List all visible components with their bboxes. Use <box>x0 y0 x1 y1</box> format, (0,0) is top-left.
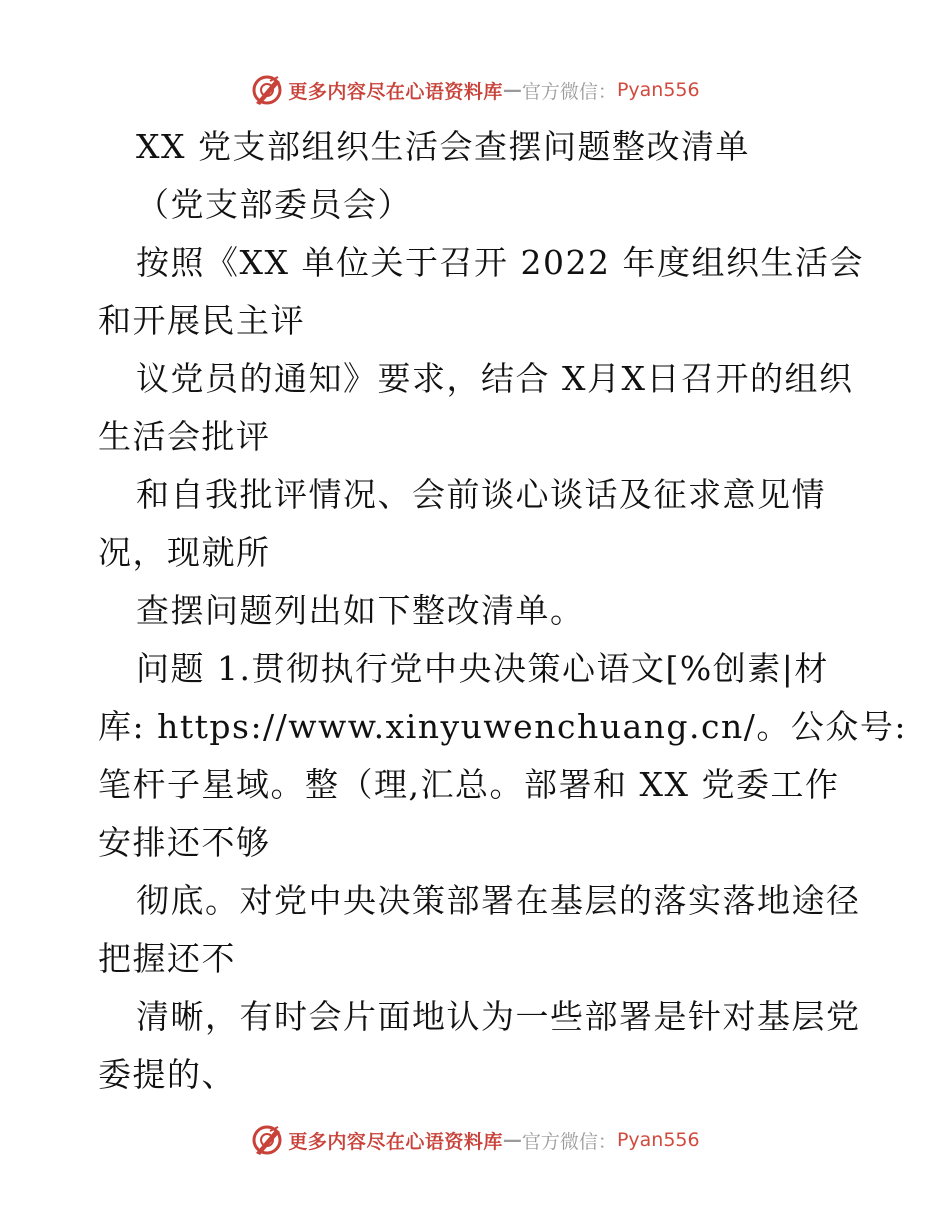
watermark-wechat-id: Pyan556 <box>616 1129 700 1151</box>
watermark-dash: — <box>502 1129 522 1151</box>
text-line: 笔杆子星域。整（理,汇总。部署和 XX 党委工作 <box>98 765 840 804</box>
feather-pen-logo-icon <box>250 1123 284 1157</box>
text-line: 问题 1.贯彻执行党中央决策心语文[%创素|材 <box>136 649 829 688</box>
text-line: 按照《XX 单位关于召开 2022 年度组织生活会 <box>136 243 864 282</box>
text-line: 安排还不够 <box>98 823 271 862</box>
text-line: 委提的、 <box>98 1055 236 1094</box>
watermark-official-label: 官方微信： <box>521 1130 617 1153</box>
text-line: 把握还不 <box>98 939 236 978</box>
text-line: 清晰，有时会片面地认为一些部署是针对基层党 <box>136 997 861 1036</box>
watermark-official-label: 官方微信： <box>521 80 617 103</box>
watermark-wechat-id: Pyan556 <box>616 79 700 101</box>
text-line: 查摆问题列出如下整改清单。 <box>136 591 585 630</box>
header-watermark <box>0 70 950 110</box>
watermark-dash: — <box>502 79 522 101</box>
text-line: 生活会批评 <box>98 417 271 456</box>
text-line: XX 党支部组织生活会查摆问题整改清单 <box>136 127 750 166</box>
document-body <box>98 118 907 1104</box>
watermark-brand: 更多内容尽在心语资料库 <box>288 1130 503 1153</box>
watermark-brand: 更多内容尽在心语资料库 <box>288 80 503 103</box>
footer-watermark <box>0 1120 950 1160</box>
text-line: 彻底。对党中央决策部署在基层的落实落地途径 <box>136 881 861 920</box>
text-line: 议党员的通知》要求，结合 X月X日召开的组织 <box>136 359 854 398</box>
text-line: 和开展民主评 <box>98 301 305 340</box>
text-line: 和自我批评情况、会前谈心谈话及征求意见情 <box>136 475 826 514</box>
text-line: 况，现就所 <box>98 533 271 572</box>
text-line: （党支部委员会） <box>136 185 412 224</box>
feather-pen-logo-icon <box>250 73 284 107</box>
text-line: 库: https://www.xinyuwenchuang.cn/。公众号: <box>98 707 907 746</box>
